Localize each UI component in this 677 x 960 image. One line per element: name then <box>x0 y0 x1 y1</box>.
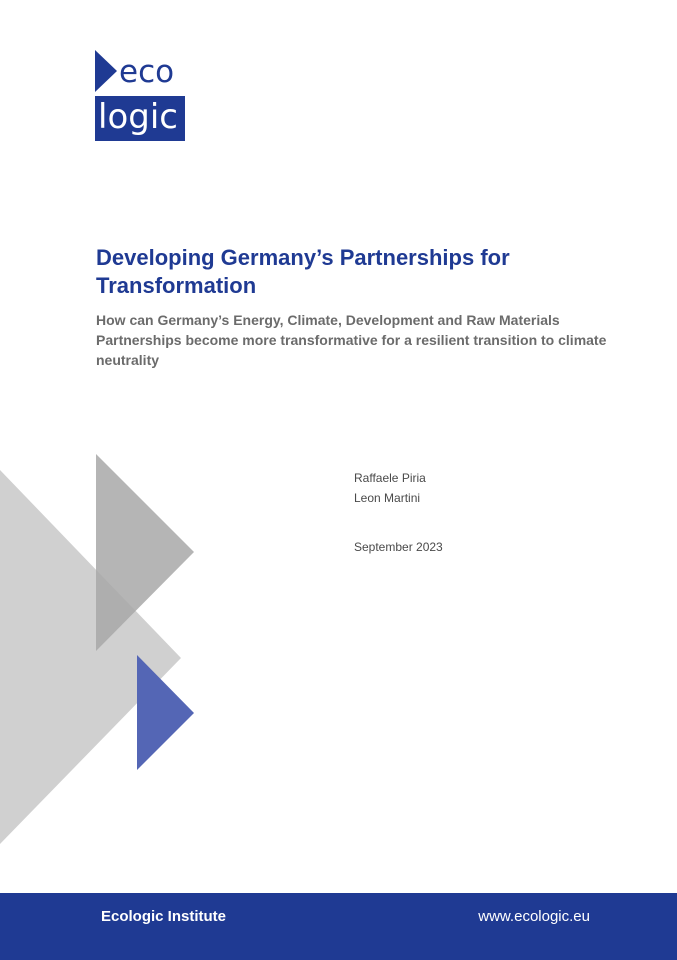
logo-eco-text: eco <box>119 54 175 90</box>
document-subtitle: How can Germany’s Energy, Climate, Development and Raw Materials Partnerships become more transformative for a resilient transition to climate neutrality <box>96 312 607 368</box>
footer-bar <box>0 893 677 960</box>
logo-logic-text: logic <box>98 97 178 137</box>
decorative-triangles <box>0 440 240 860</box>
publication-date: September 2023 <box>354 540 443 554</box>
author-name: Raffaele Piria <box>354 471 426 485</box>
author-name: Leon Martini <box>354 491 421 505</box>
document-title: Developing Germany’s Partnerships for Transformation <box>96 245 510 298</box>
footer-website-link[interactable]: www.ecologic.eu <box>478 908 590 925</box>
logo-triangle-icon <box>95 50 117 92</box>
footer-organization: Ecologic Institute <box>101 908 227 925</box>
ecologic-logo <box>95 50 187 142</box>
